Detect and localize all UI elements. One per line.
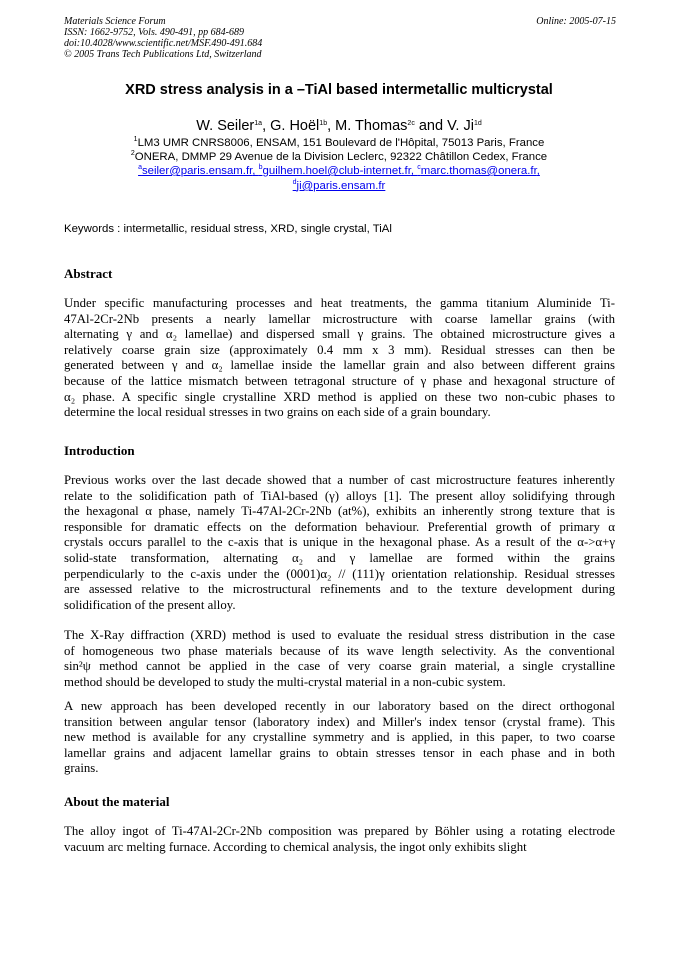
text-line: alternating γ and α₂ lamellae) and dispersed small γ grains. The obtained microstructure gives a <box>64 327 615 342</box>
text-line: relatively coarse grain size (approximately 0.4 mm x 3 mm). Residual stresses can then be <box>64 342 615 357</box>
email-link-thomas[interactable] <box>417 165 537 177</box>
affil-text: ONERA, DMMP 29 Avenue de la Division Leclerc, 92322 Châtillon Cedex, France <box>134 151 548 163</box>
email-link-hoel[interactable] <box>259 165 411 177</box>
text-line: The alloy ingot of Ti-47Al-2Cr-2Nb composition was prepared by Böhler using a rotating electrode <box>64 824 615 838</box>
abstract-paragraph <box>64 296 615 421</box>
affil-mark: 2 <box>130 150 135 157</box>
text-line: perpendicularly to the c-axis under the (0001)α₂ // (111)γ orientation relationship. Residual stresses <box>64 566 615 581</box>
author-name: W. Seiler <box>196 118 255 134</box>
text-line: sin²ψ method cannot be applied in the case of very coarse grain material, a single crystalline <box>64 659 615 674</box>
text-line: are assessed relative to the microstructural refinements and to the texture development during <box>64 582 615 597</box>
author-list <box>0 118 678 134</box>
email-line <box>0 164 678 178</box>
email-link-seiler[interactable] <box>138 165 252 177</box>
issn-line: ISSN: 1662-9752, Vols. 490-491, pp 684-689 <box>64 27 244 38</box>
paper-title: XRD stress analysis in a –TiAl based intermetallic multicrystal <box>125 82 553 98</box>
section-heading-abstract: Abstract <box>64 266 113 281</box>
text-line: new method is available for any crystalline symmetry and is applied, in this paper, to two coarse <box>64 730 615 745</box>
intro-paragraph-1 <box>64 473 615 613</box>
text-line: α₂ phase. A specific single crystalline XRD method is applied on these two non-cubic phases to <box>64 389 615 404</box>
author-name: V. Ji <box>447 118 474 134</box>
author-separator: , <box>327 118 336 134</box>
text-line: solidification of the present alloy. <box>64 597 236 612</box>
text-line: method should be developed to study the multi-crystal material in a non-cubic system. <box>64 674 506 689</box>
text-line: generated between γ and α₂ lamellae inside the lamellar grain and also between different grains <box>64 358 615 373</box>
email-separator: , <box>410 165 418 177</box>
text-line: determine the local residual stresses in two grains on each side of a grain boundary. <box>64 405 491 420</box>
material-paragraph <box>64 824 615 855</box>
text-line: vacuum arc melting furnace. According to chemical analysis, the ingot only exhibits slight <box>64 839 527 854</box>
email-separator: , <box>536 165 540 177</box>
author-affil-mark: 2c <box>407 120 415 127</box>
email-text: guilhem.hoel@club-internet.fr <box>262 165 411 177</box>
section-heading-material: About the material <box>64 794 170 809</box>
email-mark: c <box>417 164 421 171</box>
text-line: The X-Ray diffraction (XRD) method is used to evaluate the residual stress distribution in the case <box>64 628 615 642</box>
text-line: grains. <box>64 761 99 776</box>
email-text: seiler@paris.ensam.fr <box>141 165 253 177</box>
affil-mark: 1 <box>133 136 138 143</box>
author-affil-mark: 1b <box>319 120 328 127</box>
text-line: the hexagonal α phase, namely Ti-47Al-2Cr-2Nb (at%), exhibits an inherently strong texture that is <box>64 504 615 519</box>
author-separator: , <box>262 118 271 134</box>
email-text: marc.thomas@onera.fr <box>420 165 537 177</box>
keywords: Keywords : intermetallic, residual stress, XRD, single crystal, TiAl <box>64 223 392 235</box>
doi-line: doi:10.4028/www.scientific.net/MSF.490-491.684 <box>64 38 263 49</box>
article-header <box>64 16 616 60</box>
text-line: 47Al-2Cr-2Nb presents a nearly lamellar microstructure with coarse lamellar grains (with <box>64 311 615 326</box>
copyright-line: © 2005 Trans Tech Publications Ltd, Switzerland <box>64 49 262 60</box>
author-separator: and <box>414 118 448 134</box>
text-line: A new approach has been developed recently in our laboratory based on the direct orthogonal <box>64 699 615 713</box>
email-mark: d <box>292 179 297 186</box>
email-link-ji[interactable] <box>293 180 386 192</box>
text-line: lamellar grains and adjacent lamellar grains to obtain stresses tensor in each phase and in both <box>64 745 615 760</box>
text-line: of homogeneous two phase materials because of its wave length selectivity. As the conventional <box>64 643 615 658</box>
text-line: transition between angular tensor (laboratory index) and Miller's index tensor (crystal frame). This <box>64 714 615 729</box>
text-line: solid-state transformation, alternating α₂ and γ lamellae are formed within the grains <box>64 550 615 565</box>
text-line: relate to the solidification path of TiAl-based (γ) alloys [1]. The present alloy solidifying through <box>64 488 615 503</box>
journal-name: Materials Science Forum <box>64 16 166 27</box>
text-line: Under specific manufacturing processes and heat treatments, the gamma titanium Aluminide Ti- <box>64 296 615 310</box>
intro-paragraph-3 <box>64 699 615 777</box>
affil-text: LM3 UMR CNRS8006, ENSAM, 151 Boulevard de l'Hôpital, 75013 Paris, France <box>137 137 545 149</box>
email-separator: , <box>252 165 259 177</box>
text-line: crystals occurs parallel to the c-axis that is unique in the hexagonal phase. As a result of the α->α+γ <box>64 535 615 550</box>
online-date: Online: 2005-07-15 <box>536 16 616 27</box>
text-line: responsible for dramatic effects on the deformation behaviour. Preferential growth of primary α <box>64 519 615 534</box>
text-line: Previous works over the last decade showed that a number of cast microstructure features inherently <box>64 473 615 487</box>
author-affil-mark: 1d <box>473 120 482 127</box>
email-text: ji@paris.ensam.fr <box>296 180 386 192</box>
intro-paragraph-2 <box>64 628 615 690</box>
email-mark: b <box>258 164 263 171</box>
affiliation-2 <box>0 150 678 164</box>
email-line <box>0 179 678 193</box>
section-heading-introduction: Introduction <box>64 443 135 458</box>
author-name: G. Hoël <box>270 118 320 134</box>
author-affil-mark: 1a <box>254 120 263 127</box>
text-line: because of the lattice mismatch between tetragonal structure of γ phase and hexagonal structure of <box>64 373 615 388</box>
affiliation-1 <box>0 136 678 150</box>
email-mark: a <box>138 164 142 171</box>
author-name: M. Thomas <box>335 118 408 134</box>
